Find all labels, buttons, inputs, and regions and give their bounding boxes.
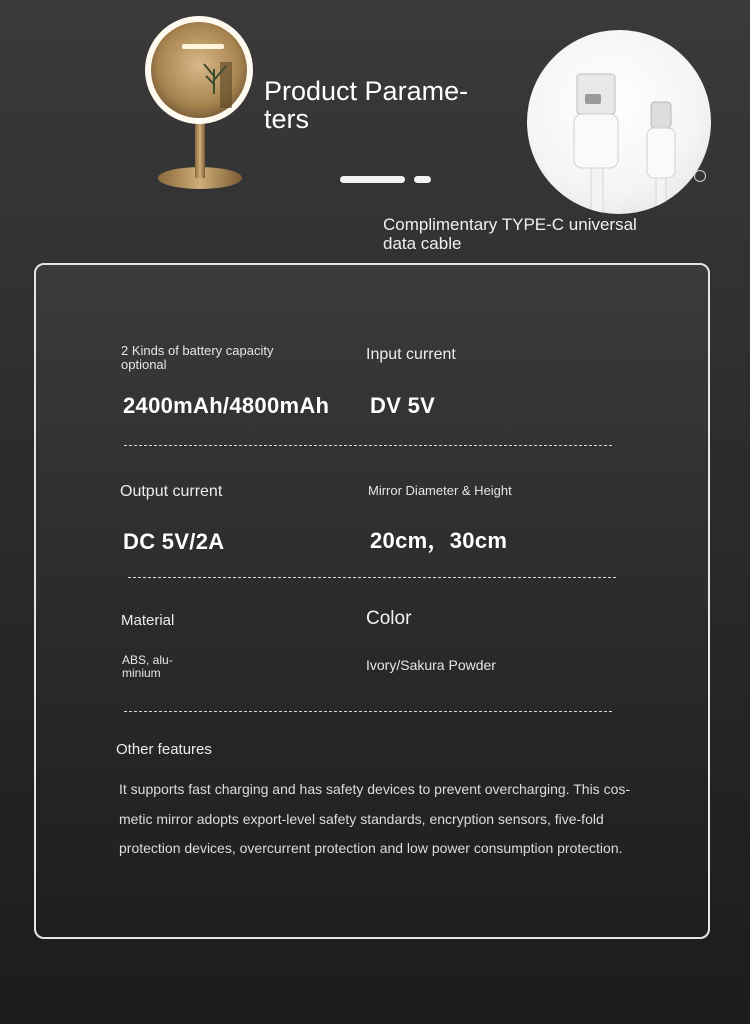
output-label: Output current <box>120 483 223 500</box>
carousel-indicator-active <box>340 176 405 183</box>
battery-value: 2400mAh/4800mAh <box>123 393 330 418</box>
color-label: Color <box>366 608 412 629</box>
output-value: DC 5V/2A <box>123 529 225 554</box>
input-value: DV 5V <box>370 393 436 418</box>
features-label: Other features <box>116 741 212 758</box>
cable-product-image <box>527 30 711 214</box>
spec-card <box>34 263 710 939</box>
decorative-ring <box>694 170 706 182</box>
input-label: Input current <box>366 346 456 363</box>
battery-label: 2 Kinds of battery capacity optional <box>121 343 274 372</box>
material-value: ABS, alu- minium <box>122 653 173 680</box>
size-value: 20cm，30cm <box>370 528 508 553</box>
size-label: Mirror Diameter & Height <box>368 483 512 498</box>
cable-caption: Complimentary TYPE-C universal data cable <box>383 215 637 253</box>
divider <box>124 711 612 712</box>
page-title: Product Parame- ters <box>264 76 469 134</box>
divider <box>124 445 612 446</box>
features-text: It supports fast charging and has safety devices to prevent overcharging. This cos- metic mirror adopts export-level safety standards, encryption sensors, five-fold protection devices, overcurrent protection and low power consumption protection. <box>119 781 631 856</box>
divider <box>128 577 616 578</box>
mirror-product-image <box>142 14 258 194</box>
carousel-indicator <box>414 176 431 183</box>
color-value: Ivory/Sakura Powder <box>366 657 496 673</box>
material-label: Material <box>121 612 175 629</box>
